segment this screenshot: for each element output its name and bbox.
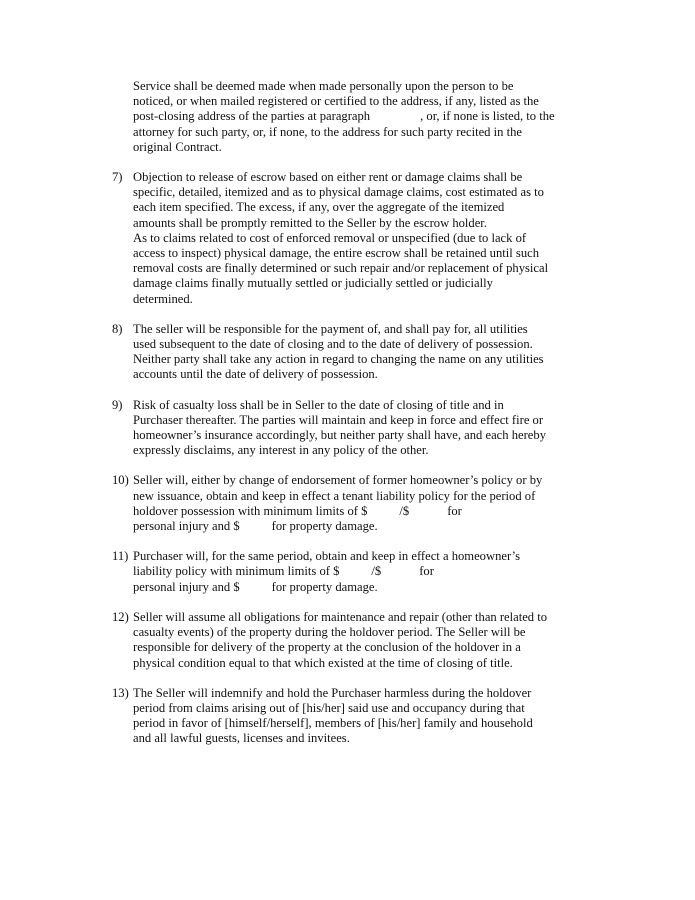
text-line: accounts until the date of delivery of possession. [133, 367, 378, 382]
text-line: amounts shall be promptly remitted to the Seller by the escrow holder. [133, 215, 487, 230]
text-fragment: personal injury and $ [133, 519, 240, 534]
text-line: Seller will, either by change of endorsement of former homeowner’s policy or by [133, 473, 543, 488]
text-line: physical condition equal to that which existed at the time of closing of title. [133, 655, 513, 670]
text-line: and all lawful guests, licenses and invitees. [133, 731, 350, 746]
text-line [133, 519, 555, 534]
text-line: As to claims related to cost of enforced removal or unspecified (due to lack of [133, 230, 527, 245]
text-line [133, 504, 555, 519]
clause-12 [112, 610, 555, 671]
text-line: noticed, or when mailed registered or certified to the address, if any, listed as the [133, 94, 539, 109]
text-line: each item specified. The excess, if any, over the aggregate of the itemized [133, 200, 505, 215]
clause-8 [112, 322, 555, 383]
text-fragment: holdover possession with minimum limits of $ [133, 503, 368, 518]
service-paragraph [133, 79, 555, 155]
text-fragment: , or, if none is listed, to the [420, 109, 555, 124]
text-line: specific, detailed, itemized and as to physical damage claims, cost estimated as to [133, 185, 544, 200]
clause-11 [112, 549, 555, 595]
text-fragment: personal injury and $ [133, 579, 240, 594]
clause-13 [112, 686, 555, 747]
text-line: Neither party shall take any action in regard to changing the name on any utilities [133, 352, 544, 367]
text-line: new issuance, obtain and keep in effect a tenant liability policy for the period of [133, 488, 536, 503]
text-fragment: post-closing address of the parties at paragraph [133, 109, 371, 124]
text-line: expressly disclaims, any interest in any policy of the other. [133, 443, 429, 458]
text-line: The seller will be responsible for the payment of, and shall pay for, all utilities [133, 321, 528, 336]
clause-number: 7) [112, 170, 123, 185]
text-line: homeowner’s insurance accordingly, but neither party shall have, and each hereby [133, 428, 546, 443]
clause-number: 13) [112, 685, 129, 700]
text-line: The Seller will indemnify and hold the Purchaser harmless during the holdover [133, 685, 532, 700]
text-fragment: for [419, 564, 434, 579]
text-line: casualty events) of the property during the holdover period. The Seller will be [133, 625, 526, 640]
clause-number: 10) [112, 473, 129, 488]
clause-7 [112, 170, 555, 307]
text-line: original Contract. [133, 139, 222, 154]
clause-number: 8) [112, 321, 123, 336]
text-line: removal costs are finally determined or such repair and/or replacement of physical [133, 261, 549, 276]
text-fragment: /$ [399, 503, 410, 518]
text-fragment: for property damage. [271, 579, 378, 594]
text-line: period in favor of [himself/herself], members of [his/her] family and household [133, 716, 533, 731]
text-line: Service shall be deemed made when made personally upon the person to be [133, 79, 514, 93]
text-line: determined. [133, 291, 193, 306]
text-fragment: liability policy with minimum limits of $ [133, 564, 340, 579]
clause-number: 11) [112, 549, 129, 564]
text-line: period from claims arising out of [his/her] said use and occupancy during that [133, 700, 525, 715]
text-line [133, 109, 555, 124]
text-line [133, 564, 555, 579]
text-line: used subsequent to the date of closing and to the date of delivery of possession. [133, 337, 533, 352]
text-line: Purchaser will, for the same period, obtain and keep in effect a homeowner’s [133, 549, 521, 564]
text-line [133, 580, 555, 595]
clause-9 [112, 398, 555, 459]
text-fragment: for [447, 503, 462, 518]
text-line: damage claims finally mutually settled or judicially settled or judicially [133, 276, 493, 291]
clause-number: 12) [112, 609, 129, 624]
text-line: Seller will assume all obligations for maintenance and repair (other than related to [133, 609, 548, 624]
text-line: Objection to release of escrow based on either rent or damage claims shall be [133, 170, 523, 185]
clause-10 [112, 473, 555, 534]
text-line: access to inspect) physical damage, the entire escrow shall be retained until such [133, 246, 540, 261]
text-line: attorney for such party, or, if none, to the address for such party recited in the [133, 124, 522, 139]
clause-number: 9) [112, 397, 123, 412]
text-fragment: for property damage. [271, 519, 378, 534]
text-line: Purchaser thereafter. The parties will maintain and keep in force and effect fire or [133, 412, 544, 427]
text-fragment: /$ [371, 564, 382, 579]
text-line: responsible for delivery of the property at the conclusion of the holdover in a [133, 640, 521, 655]
text-line: Risk of casualty loss shall be in Seller to the date of closing of title and in [133, 397, 504, 412]
